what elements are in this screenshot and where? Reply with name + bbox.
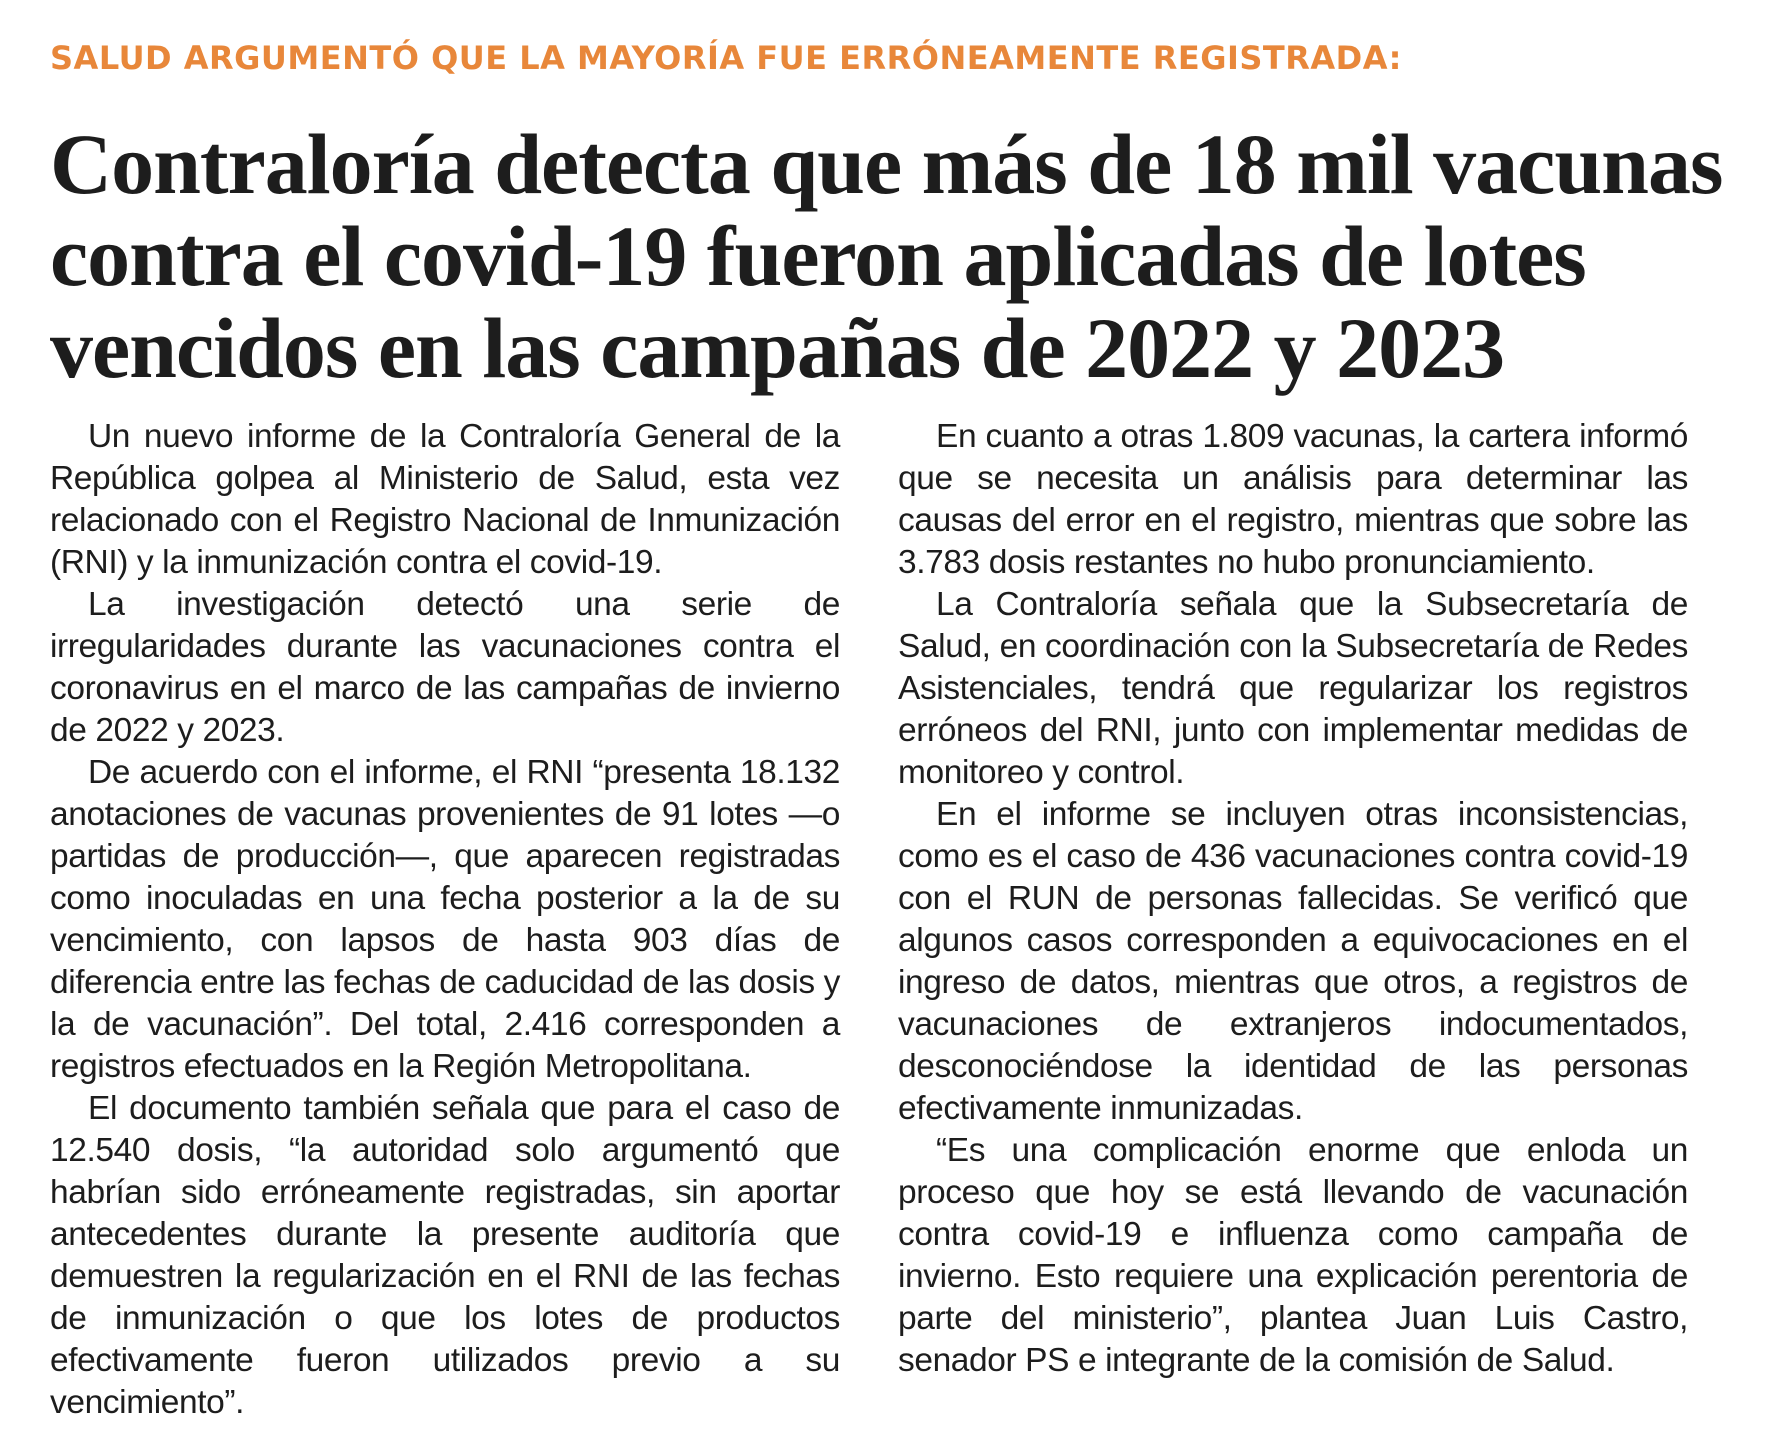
- paragraph: En el informe se incluyen otras inconsistencias, como es el caso de 436 vacunaciones contra covid-19 con el RUN de personas fallecidas. Se verificó que algunos casos corresponden a equivocaciones en el ingreso de datos, mientras que otros, a registros de vacunaciones de extranjeros indocumentados, desconociéndose la identidad de las personas efectivamente inmunizadas.: [898, 796, 1688, 1127]
- headline: [50, 118, 1740, 394]
- body-column-left: [50, 416, 840, 1424]
- paragraph: De acuerdo con el informe, el RNI “presenta 18.132 anotaciones de vacunas provenientes de 91 lotes —o partidas de producción—, que aparecen registradas como inoculadas en una fecha posterior a la de su vencimiento, con lapsos de hasta 903 días de diferencia entre las fechas de caducidad de las dosis y la de vacunación”. Del total, 2.416 corresponden a registros efectuados en la Región Metropolitana.: [50, 754, 840, 1085]
- body-column-right: [898, 416, 1688, 1382]
- paragraph: Un nuevo informe de la Contraloría General de la República golpea al Ministerio de Salud, esta vez relacionado con el Registro Nacional de Inmunización (RNI) y la inmunización contra el covid-19.: [50, 418, 840, 581]
- paragraph: “Es una complicación enorme que enloda un proceso que hoy se está llevando de vacunación contra covid-19 e influenza como campaña de invierno. Esto requiere una explicación perentoria de parte del ministerio”, plantea Juan Luis Castro, senador PS e integrante de la comisión de Salud.: [898, 1132, 1688, 1379]
- paragraph: En cuanto a otras 1.809 vacunas, la cartera informó que se necesita un análisis para determinar las causas del error en el registro, mientras que sobre las 3.783 dosis restantes no hubo pronunciamiento.: [898, 418, 1688, 581]
- headline-line: vencidos en las campañas de 2022 y 2023: [50, 300, 1505, 396]
- paragraph: La Contraloría señala que la Subsecretaría de Salud, en coordinación con la Subsecretaría de Redes Asistenciales, tendrá que regularizar los registros erróneos del RNI, junto con implementar medidas de monitoreo y control.: [898, 586, 1688, 791]
- kicker: SALUD ARGUMENTÓ QUE LA MAYORÍA FUE ERRÓNEAMENTE REGISTRADA:: [50, 39, 1402, 77]
- headline-line: Contraloría detecta que más de 18 mil vacunas: [50, 116, 1723, 212]
- headline-line: contra el covid-19 fueron aplicadas de lotes: [50, 208, 1586, 304]
- paragraph: El documento también señala que para el caso de 12.540 dosis, “la autoridad solo argumentó que habrían sido erróneamente registradas, sin aportar antecedentes durante la presente auditoría que demuestren la regularización en el RNI de las fechas de inmunización o que los lotes de productos efectivamente fueron utilizados previo a su vencimiento”.: [50, 1090, 840, 1421]
- paragraph: La investigación detectó una serie de irregularidades durante las vacunaciones contra el coronavirus en el marco de las campañas de invierno de 2022 y 2023.: [50, 586, 840, 749]
